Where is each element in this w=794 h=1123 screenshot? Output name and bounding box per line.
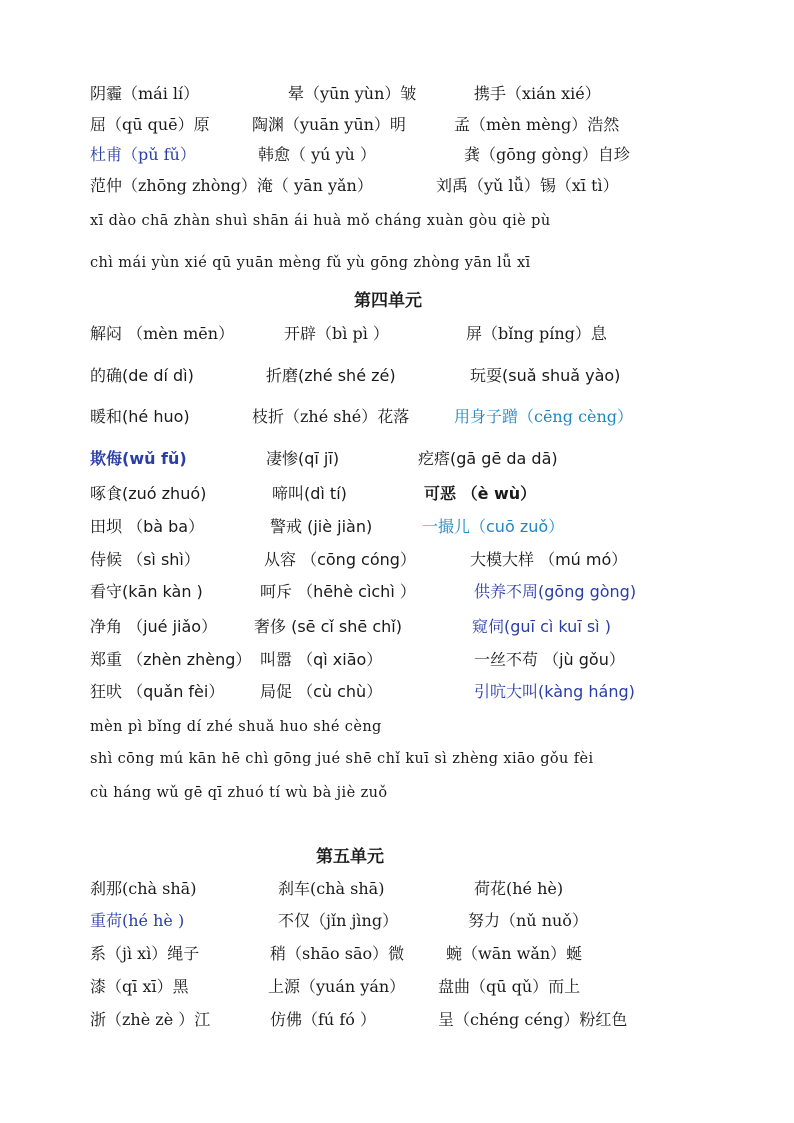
vocab-item: 郑重 （zhèn zhèng） — [90, 650, 252, 669]
vocab-item: 解闷 （mèn mēn） — [90, 324, 235, 343]
vocab-item: 暖和(hé huo) — [90, 407, 190, 426]
pinyin-text: cù háng wǔ gē qī zhuó tí wù bà jiè zuǒ — [90, 785, 388, 801]
vocab-item: 开辟（bì pì ） — [284, 324, 389, 343]
vocab-item: 荷花(hé hè) — [474, 879, 564, 898]
vocab-item: 盘曲（qū qǔ）而上 — [438, 977, 581, 996]
vocab-item: 屏（bǐng píng）息 — [466, 324, 607, 343]
section-title: 第四单元 — [354, 291, 422, 311]
vocab-item: 稍（shāo sāo）微 — [270, 944, 405, 963]
vocab-item: 欺侮(wǔ fǔ) — [90, 449, 187, 468]
vocab-item: 凄惨(qī jī) — [266, 449, 340, 468]
pinyin-text: chì mái yùn xié qū yuān mèng fǔ yù gōng zhòng yān lǚ xī — [90, 255, 531, 271]
vocab-item: 杜甫（pǔ fǔ） — [90, 145, 196, 164]
section-title: 第五单元 — [316, 847, 384, 867]
vocab-item: 叫嚣 （qì xiāo） — [260, 650, 383, 669]
vocab-item: 努力（nǔ nuǒ） — [468, 911, 588, 930]
vocab-item: 仿佛（fú fó ） — [270, 1010, 376, 1029]
vocab-item: 携手（xián xié） — [474, 84, 601, 103]
vocab-item: 用身子蹭（cēng cèng） — [454, 407, 634, 426]
vocab-item: 晕（yūn yùn）皱 — [288, 84, 417, 103]
vocab-item: 重荷(hé hè ) — [90, 911, 185, 930]
vocab-item: 从容 （cōng cóng） — [264, 550, 416, 569]
vocab-item: 啄食(zuó zhuó) — [90, 484, 207, 503]
vocab-item: 一撮儿（cuō zuǒ） — [422, 517, 565, 536]
vocab-item: 折磨(zhé shé zé) — [266, 366, 396, 385]
vocab-item: 刹那(chà shā) — [90, 879, 197, 898]
vocab-item: 引吭大叫(kàng háng) — [474, 682, 635, 701]
vocab-item: 一丝不苟 （jù gǒu） — [474, 650, 625, 669]
vocab-item: 龚（gōng gòng）自珍 — [464, 145, 630, 164]
pinyin-text: mèn pì bǐng dí zhé shuǎ huo shé cèng — [90, 719, 382, 735]
vocab-item: 范仲（zhōng zhòng）淹（ yān yǎn） — [90, 176, 373, 195]
vocab-item: 大模大样 （mú mó） — [470, 550, 628, 569]
vocab-item: 阴霾（mái lí） — [90, 84, 200, 103]
vocab-item: 屈（qū quē）原 — [90, 115, 210, 134]
vocab-item: 浙（zhè zè ）江 — [90, 1010, 211, 1029]
vocab-item: 玩耍(suǎ shuǎ yào) — [470, 366, 621, 385]
pinyin-text: xī dào chā zhàn shuì shān ái huà mǒ cháng xuàn gòu qiè pù — [90, 213, 551, 229]
vocab-item: 枝折（zhé shé）花落 — [252, 407, 410, 426]
pinyin-text: shì cōng mú kān hē chì gōng jué shē chǐ kuī sì zhèng xiāo gǒu fèi — [90, 751, 594, 767]
vocab-item: 田坝 （bà ba） — [90, 517, 205, 536]
vocab-item: 狂吠 （quǎn fèi） — [90, 682, 225, 701]
vocab-item: 净角 （jué jiǎo） — [90, 617, 218, 636]
vocab-item: 看守(kān kàn ) — [90, 582, 203, 601]
vocab-item: 啼叫(dì tí) — [272, 484, 347, 503]
vocab-item: 局促 （cù chù） — [260, 682, 383, 701]
vocab-item: 孟（mèn mèng）浩然 — [454, 115, 620, 134]
vocab-item: 不仅（jǐn jìng） — [278, 911, 399, 930]
vocab-item: 漆（qī xī）黑 — [90, 977, 189, 996]
vocab-item: 系（jì xì）绳子 — [90, 944, 200, 963]
vocab-item: 上源（yuán yán） — [268, 977, 406, 996]
vocab-item: 刘禹（yǔ lǚ）锡（xī tì） — [436, 176, 619, 195]
vocab-item: 陶渊（yuān yūn）明 — [252, 115, 406, 134]
vocab-item: 疙瘩(gā gē da dā) — [418, 449, 558, 468]
vocab-item: 呈（chéng céng）粉红色 — [438, 1010, 628, 1029]
vocab-item: 呵斥 （hēhè cìchì ） — [260, 582, 416, 601]
vocab-item: 供养不周(gōng gòng) — [474, 582, 637, 601]
vocab-item: 警戒 (jiè jiàn) — [270, 517, 373, 536]
vocab-item: 窥伺(guī cì kuī sì ) — [472, 617, 611, 636]
vocab-item: 刹车(chà shā) — [278, 879, 385, 898]
vocab-item: 蜿（wān wǎn）蜒 — [446, 944, 583, 963]
vocab-item: 可恶 （è wù） — [424, 484, 537, 503]
vocab-item: 侍候 （sì shì） — [90, 550, 200, 569]
vocab-item: 的确(de dí dì) — [90, 366, 194, 385]
vocab-item: 奢侈 (sē cǐ shē chǐ) — [254, 617, 402, 636]
vocab-item: 韩愈（ yú yù ） — [258, 145, 376, 164]
